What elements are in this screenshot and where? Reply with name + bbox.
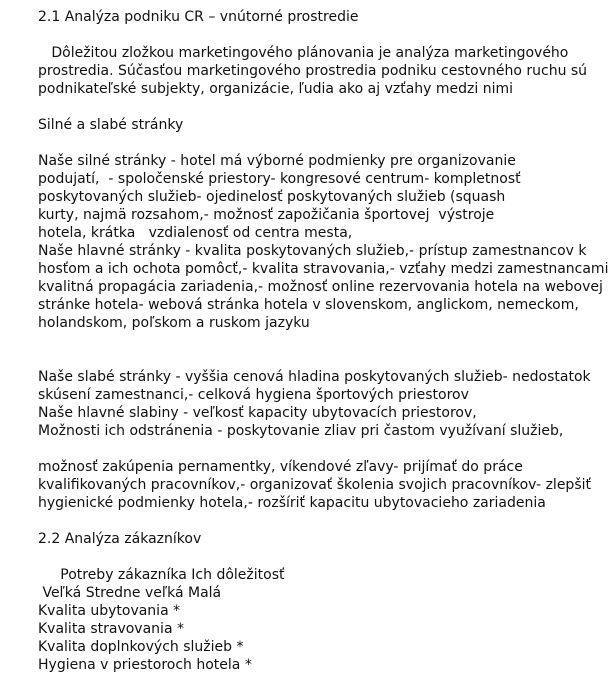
- table-header-line: Potreby zákazníka Ich dôležitosť: [38, 567, 285, 583]
- paragraph-line: kurty, najmä rozsahom,- možnosť zapožičania športovej výstroje: [38, 207, 495, 223]
- paragraph-line: stránke hotela- webová stránka hotela v slovenskom, anglickom, nemeckom,: [38, 297, 579, 313]
- paragraph-line: podnikateľské subjekty, organizácie, ľudia ako aj vzťahy medzi nimi: [38, 81, 514, 97]
- table-row: Kvalita stravovania *: [38, 621, 184, 637]
- table-header-line: Veľká Stredne veľká Malá: [38, 585, 222, 601]
- paragraph-line: holandskom, poľskom a ruskom jazyku: [38, 315, 310, 331]
- table-row: Kvalita ubytovania *: [38, 603, 181, 619]
- paragraph-line: Naše slabé stránky - vyššia cenová hladina poskytovaných služieb- nedostatok: [38, 369, 591, 385]
- paragraph-line: kvalifikovaných pracovníkov,- organizovať školenia svojich pracovníkov- zlepšiť: [38, 477, 591, 493]
- paragraph-line: možnosť zakúpenia pernamentky, víkendové zľavy- prijímať do práce: [38, 459, 523, 475]
- table-row: Kvalita doplnkových služieb *: [38, 639, 244, 655]
- paragraph-line: poskytovaných služieb- ojedinelosť poskytovaných služieb (squash: [38, 189, 506, 205]
- paragraph-line: Naše hlavné stránky - kvalita poskytovaných služieb,- prístup zamestnancov k: [38, 243, 587, 259]
- paragraph-line: hotela, krátka vzdialenosť od centra mesta,: [38, 225, 353, 241]
- section-heading: 2.1 Analýza podniku CR – vnútorné prostredie: [38, 9, 359, 25]
- section-heading: 2.2 Analýza zákazníkov: [38, 531, 202, 547]
- paragraph-line: Možnosti ich odstránenia - poskytovanie zliav pri častom využívaní služieb,: [38, 423, 564, 439]
- paragraph-line: Naše silné stránky - hotel má výborné podmienky pre organizovanie: [38, 153, 516, 169]
- table-row: Hygiena v priestoroch hotela *: [38, 657, 252, 673]
- paragraph-line: podujatí, - spoločenské priestory- kongresové centrum- kompletnosť: [38, 171, 521, 187]
- subheading: Silné a slabé stránky: [38, 117, 184, 133]
- paragraph-line: Dôležitou zložkou marketingového plánovania je analýza marketingového: [38, 45, 569, 61]
- paragraph-line: skúsení zamestnanci,- celková hygiena športových priestorov: [38, 387, 469, 403]
- paragraph-line: prostredia. Súčasťou marketingového prostredia podniku cestovného ruchu sú: [38, 63, 588, 79]
- paragraph-line: hygienické podmienky hotela,- rozšíriť kapacitu ubytovacieho zariadenia: [38, 495, 546, 511]
- paragraph-line: Naše hlavné slabiny - veľkosť kapacity ubytovacích priestorov,: [38, 405, 477, 421]
- paragraph-line: hosťom a ich ochota pomôcť,- kvalita stravovania,- vzťahy medzi zamestnancami: [38, 261, 608, 277]
- paragraph-line: kvalitná propagácia zariadenia,- možnosť online rezervovania hotela na webovej: [38, 279, 603, 295]
